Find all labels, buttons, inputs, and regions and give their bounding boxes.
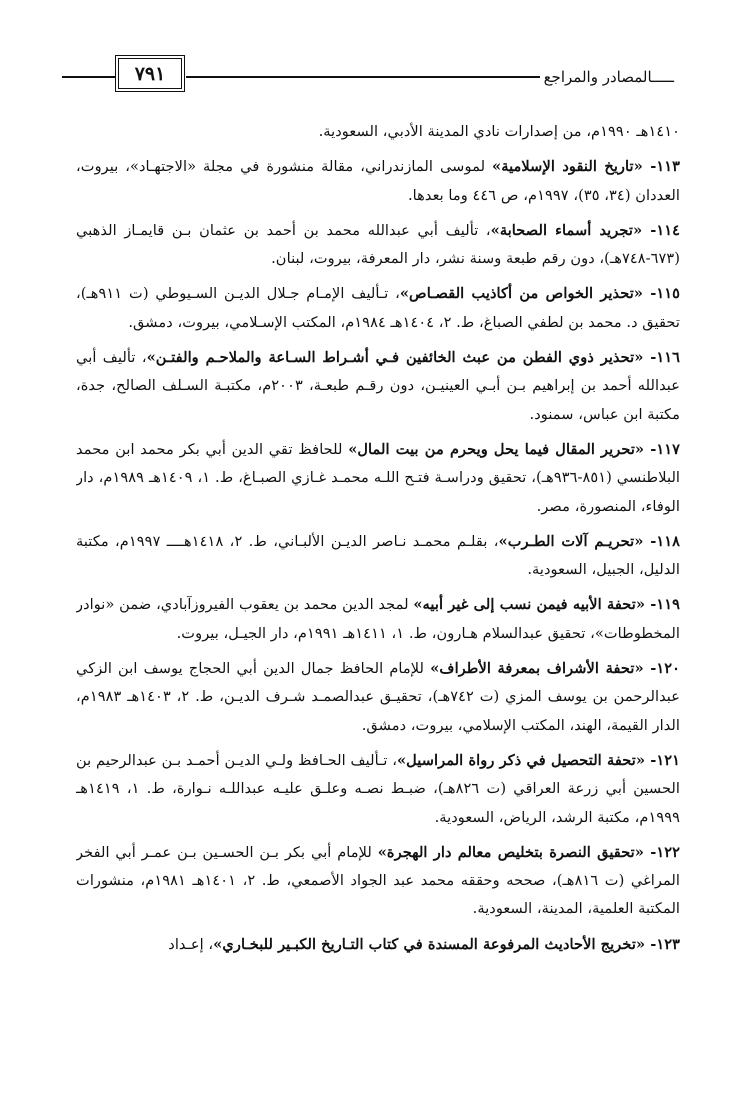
entry-text: ، إعـداد: [168, 935, 214, 953]
entry-title: «تحرير المقال فيما يحل ويحرم من بيت المال»: [348, 440, 645, 458]
entry-title: «تحفة التحصيل في ذكر رواة المراسيل»: [396, 751, 646, 769]
page-title: ـــــالمصادر والمراجع: [543, 68, 674, 86]
bibliography-entry: [76, 655, 680, 740]
bibliography-list: [76, 118, 680, 1098]
bibliography-entry: [76, 528, 680, 585]
entry-text: ، تـأليف الإمـام جـلال الديـن السـيوطي (ت ٩١١هـ)، تحقيق د. محمد بن لطفي الصباغ، ط. ٢، ١٤٠٤هـ ١٩٨٤م، المكتب الإسـلامي، بيروت، دمشق.: [76, 285, 680, 331]
bibliography-entry: [76, 280, 680, 337]
entry-text: ، تأليف أبي عبدالله أحمد بن إبراهيم بـن أبـي العينيـن، دون رقـم طبعـة، ٢٠٠٣م، مكتبـة السـلف الصالح، جدة، مكتبة ابن عباس، سمنود.: [76, 349, 680, 423]
entry-number: ١١٤-: [642, 221, 680, 239]
entry-number: ١٢٠-: [643, 660, 680, 678]
entry-text: لموسى المازندراني، مقالة منشورة في مجلة «الاجتهـاد»، بيروت، العددان (٣٤، ٣٥)، ١٩٩٧م، ص ٤٤٦ وما بعدها.: [76, 158, 680, 204]
entry-text: ، بقلـم محمـد نـاصر الديـن الألبـاني، ط. ٢، ١٤١٨هــــ ١٩٩٧م، مكتبة الدليل، الجبيل، السعودية.: [76, 532, 680, 579]
entry-number: ١١٧-: [644, 440, 680, 458]
entry-text: ، تـأليف الحـافظ ولـي الديـن أحمـد بـن عبدالرحيم بن الحسين أبي زرعة العراقي (ت ٨٢٦هـ)، ضبـط نصـه وعلـق عليـه عبداللـه نـوارة، ط. ١، ١٤١٩هـ ١٩٩٩م، مكتبة الرشد، الرياض، السعودية.: [76, 751, 680, 826]
entry-number: ١١٥-: [643, 285, 680, 303]
entry-title: «تحفة الأبيه فيمن نسب إلى غير أبيه»: [413, 596, 645, 614]
header-rule: [186, 76, 540, 78]
entry-number: ١٢١-: [645, 751, 680, 769]
entry-number: ١١٨-: [643, 532, 680, 550]
bibliography-entry: [76, 344, 680, 429]
bibliography-entry: [76, 747, 680, 832]
entry-number: ١١٦-: [643, 349, 680, 367]
entry-number: ١٢٣-: [645, 935, 680, 953]
entry-title: «تحذير ذوي الفطن من عبث الخائفين فـي أشـراط السـاعة والملاحـم والفتـن»: [146, 349, 644, 367]
entry-text: ١٤١٠هـ ١٩٩٠م، من إصدارات نادي المدينة الأدبي، السعودية.: [318, 123, 680, 140]
entry-title: «تحذير الخواص من أكاذيب القصـاص»: [399, 285, 643, 303]
entry-title: «تاريخ النقود الإسلامية»: [492, 158, 643, 176]
bibliography-entry: [76, 217, 680, 274]
header-rule-end: [62, 76, 116, 78]
entry-text: للإمام أبي بكر بـن الحسـين بـن عمـر أبي الفخر المراغي (ت ٨١٦هـ)، صححه وحققه محمد عبد الجواد الأصمعي، ط. ٢، ١٤٠١هـ ١٩٨١م، منشورات المكتبة العلمية، المدينة، السعودية.: [76, 843, 680, 918]
entry-number: ١١٣-: [642, 158, 680, 176]
bibliography-entry: [76, 931, 680, 959]
bibliography-entry: [76, 839, 680, 924]
entry-title: «تحقيق النصرة بتخليص معالم دار الهجرة»: [377, 843, 644, 861]
entry-title: «تجريد أسماء الصحابة»: [490, 221, 643, 239]
entry-text: ، تأليف أبي عبدالله محمد بن أحمد بن عثمان بـن قايمـاز الذهبي (٦٧٣-٧٤٨هـ)، دون رقم طبعة وسنة نشر، دار المعرفة، بيروت، لبنان.: [76, 221, 680, 268]
page-header: [62, 56, 684, 96]
bibliography-entry: [76, 153, 680, 210]
page-number: ٧٩١: [118, 58, 182, 89]
entry-text: للإمام الحافظ جمال الدين أبي الحجاج يوسف ابن الزكي عبدالرحمن بن يوسف المزي (ت ٧٤٢هـ)، تحقيـق عبدالصمـد شـرف الديـن، ط. ٢، ١٤٠٣هـ ١٩٨٣م، الدار القيمة، الهند، المكتب الإسلامي، بيروت، دمشق.: [76, 660, 680, 734]
bibliography-entry: [76, 436, 680, 521]
entry-title: «تحريـم آلات الطـرب»: [498, 532, 644, 550]
entry-text: للحافظ تقي الدين أبي بكر محمد ابن محمد البلاطنسي (٨٥١-٩٣٦هـ)، تحقيق ودراسـة فتـح اللـه محمـد غـازي الصبـاغ، ط. ١، ١٤٠٩هـ ١٩٨٩م، دار الوفاء، المنصورة، مصر.: [76, 440, 680, 515]
bibliography-entry: [76, 591, 680, 648]
entry-title: «تخريج الأحاديث المرفوعة المسندة في كتاب التـاريخ الكبـير للبخـاري»: [213, 935, 646, 953]
bibliography-entry-continuation: [76, 118, 680, 146]
entry-number: ١٢٢-: [643, 843, 680, 861]
entry-title: «تحفة الأشراف بمعرفة الأطراف»: [430, 660, 644, 678]
entry-number: ١١٩-: [645, 596, 680, 614]
entry-text: لمجد الدين محمد بن يعقوب الفيروزآبادي، ضمن «نوادر المخطوطات»، تحقيق عبدالسلام هـارون، ط. ١، ١٤١١هـ ١٩٩١م، دار الجيـل، بيروت.: [76, 596, 680, 642]
